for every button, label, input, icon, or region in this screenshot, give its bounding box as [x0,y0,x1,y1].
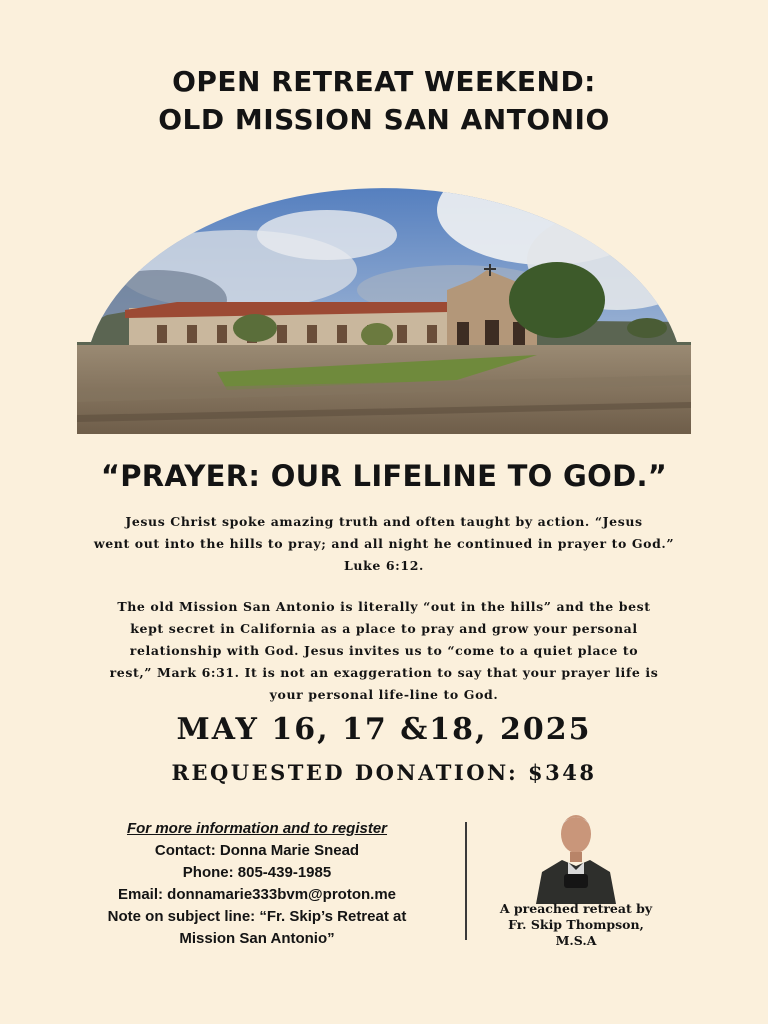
event-dates: MAY 16, 17 &18, 2025 [176,712,592,747]
description-line-2: kept secret in California as a place to pray and grow your personal [130,621,638,636]
subject-note-line-1: Note on subject line: “Fr. Skip’s Retreat at [107,908,407,925]
intro-line-3: Luke 6:12. [344,558,424,573]
contact-block [70,818,444,950]
requested-donation: REQUESTED DONATION: $348 [171,760,597,785]
vertical-divider [465,822,467,940]
caption-line-3: M.S.A [555,933,597,948]
description-line-4: rest,” Mark 6:31. It is not an exaggeration to say that your prayer life is [109,665,659,680]
caption-line-1: A preached retreat by [499,901,653,916]
description-paragraph [70,596,698,706]
subject-note-line-2: Mission San Antonio” [179,930,335,947]
headline: “PRAYER: OUR LIFELINE TO GOD.” [100,459,668,493]
mission-photo [77,140,691,434]
contact-email[interactable]: Email: donnamarie333bvm@proton.me [117,886,397,903]
mission-landscape-illustration [77,140,691,434]
contact-phone[interactable]: Phone: 805-439-1985 [182,864,332,881]
caption-line-2: Fr. Skip Thompson, [508,917,644,932]
contact-name: Contact: Donna Marie Snead [154,842,360,859]
title-line-1: OPEN RETREAT WEEKEND: [172,65,596,98]
presenter-caption [480,901,672,949]
intro-line-2: went out into the hills to pray; and all night he continued in prayer to God.” [93,536,675,551]
title-line-2: OLD MISSION SAN ANTONIO [158,103,610,136]
presenter-photo [528,806,624,904]
presenter-portrait [528,806,624,904]
intro-line-1: Jesus Christ spoke amazing truth and often taught by action. “Jesus [125,514,643,529]
description-line-1: The old Mission San Antonio is literally “out in the hills” and the best [117,599,651,614]
description-line-5: your personal life-line to God. [269,687,499,702]
description-line-3: relationship with God. Jesus invites us to “come to a quiet place to [129,643,639,658]
intro-paragraph [70,511,698,577]
contact-header: For more information and to register [126,820,388,837]
